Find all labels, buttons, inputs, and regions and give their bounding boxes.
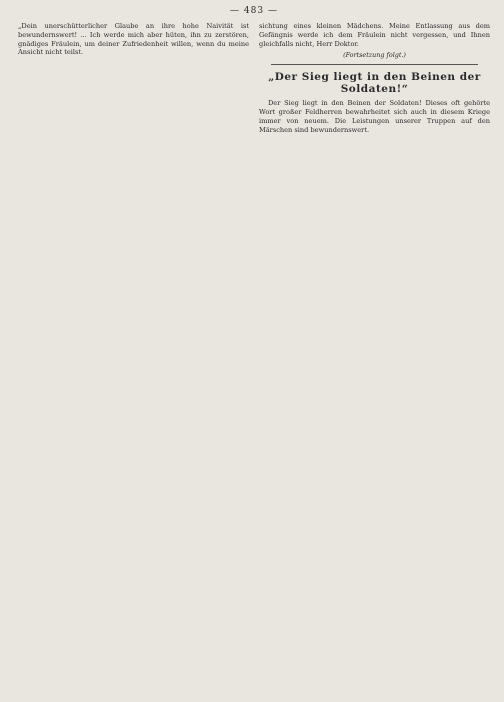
page-number: — 483 — xyxy=(230,6,278,16)
right-paragraph-1: sichtung eines kleinen Mädchens. Meine Entlassung aus dem Gefängnis werde ich dem Fräulein nicht vergessen, und Ihnen gleichfalls nicht, Herr Doktor. xyxy=(259,22,490,48)
continuation-note: (Fortsetzung folgt.) xyxy=(343,51,406,60)
text-columns xyxy=(18,22,490,694)
article-headline: „Der Sieg liegt in den Beinen der Soldaten!“ xyxy=(268,71,481,96)
left-paragraph-1: „Dein unerschütterlicher Glaube an ihre hohe Naivität ist bewundernswert! ... Ich werde mich aber hüten, ihn zu zerstören, gnädiges Fräulein, um deiner Zufriedenheit willen, wenn du meine Ansicht nicht teilst. xyxy=(18,22,249,57)
article-paragraph-1: Der Sieg liegt in den Beinen der Soldaten! Dieses oft gehörte Wort großer Feldherren bewahrheitet sich auch in diesem Kriege immer von neuem. Die Leistungen unserer Truppen auf den Märschen sind bewundernswert. xyxy=(259,99,490,134)
right-column xyxy=(259,22,490,694)
section-divider xyxy=(271,64,478,65)
left-column xyxy=(18,22,249,694)
